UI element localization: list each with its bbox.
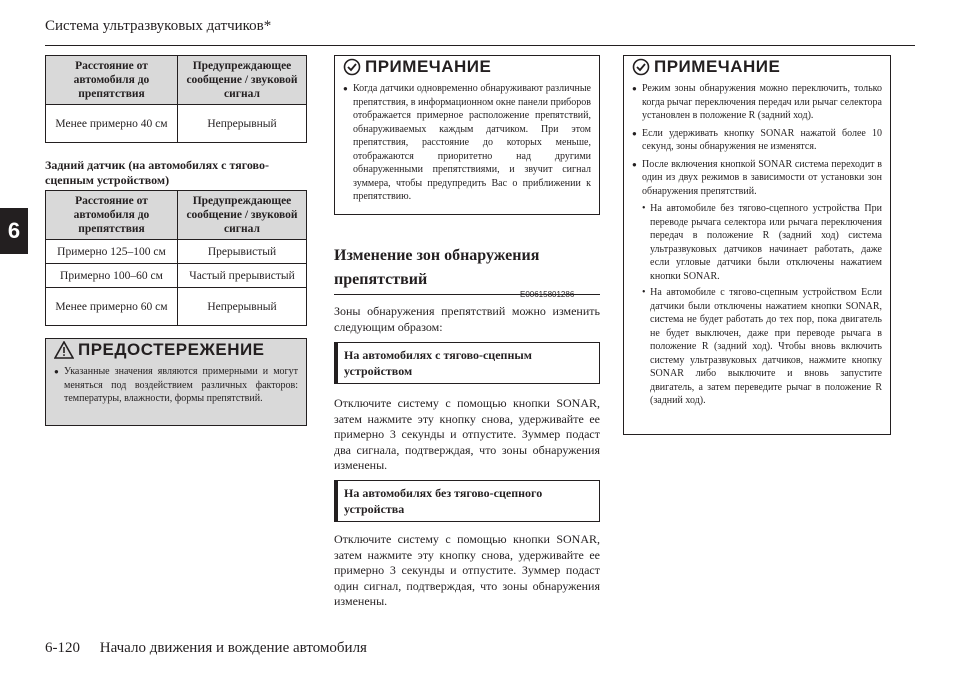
check-circle-icon — [343, 58, 361, 76]
warning-triangle-icon — [54, 341, 74, 359]
subsection-title-with-hitch: На автомобилях с тягово-сцепным устройством — [334, 342, 600, 384]
header-divider — [45, 45, 915, 46]
note-subitem: • На автомобиле с тягово-сцепным устройством Если датчики были отключены нажатием кнопки SONAR, система не будет работать до тех пор, пока двигатель не будет выключен, даже при переводе рычага в положение R (задний ход). Чтобы вновь включить систему ультразвуковых датчиков, нажмите кнопку SONAR либо выключите и вновь запустите двигатель, а затем переведите рычаг в положение R (задний ход). — [642, 287, 882, 406]
chapter-tab: 6 — [0, 208, 28, 254]
note-box-middle — [334, 55, 600, 215]
caution-box — [45, 338, 307, 426]
check-circle-icon — [632, 58, 650, 76]
section-intro: Зоны обнаружения препятствий можно изменить следующим образом: — [334, 304, 600, 334]
footer-chapter-title: Начало движения и вождение автомобиля — [99, 640, 367, 656]
note-subitem: • На автомобиле без тягово-сцепного устройства При переводе рычага селектора или рычага переключения передач в положение R (задний ход) система ультразвуковых датчиков начинает работать, даже если угловые датчики были отключены нажатием кнопки SONAR. — [642, 203, 882, 282]
table-row — [46, 288, 307, 326]
table-header-distance: Расстояние от автомобиля до препятствия — [46, 191, 178, 240]
table-cell: Частый прерывистый — [178, 264, 307, 288]
page-footer — [45, 640, 367, 657]
note-box-right — [623, 55, 891, 435]
table-cell: Непрерывный — [178, 288, 307, 326]
table-cell: Менее примерно 60 см — [46, 288, 178, 326]
distance-table-rear — [45, 190, 307, 326]
table-cell: Непрерывный — [178, 105, 307, 143]
section-heading: Изменение зон обнаружения препятствий — [334, 244, 600, 295]
note-item: ● Когда датчики одновременно обнаруживают различные препятствия, в информационном окне панели приборов отображается примерное расположение препятствий, обнаруживаемых каждым датчиком. При этом препятствия, расстояние до которых меньше, отображаются приоритетно над другими обнаруженными препятствиями, и звучит сигнал зуммера, чтобы предупредить Вас о приближении к препятствию. — [343, 82, 591, 204]
subsection-title-without-hitch: На автомобилях без тягово-сцепного устройства — [334, 480, 600, 522]
section-code: E00615801286 — [520, 290, 575, 299]
rear-sensor-heading: Задний датчик (на автомобилях с тягово-сцепным устройством) — [45, 158, 269, 187]
note-title: ПРИМЕЧАНИЕ — [365, 57, 492, 76]
caution-title: ПРЕДОСТЕРЕЖЕНИЕ — [78, 340, 265, 359]
page-header-title: Система ультразвуковых датчиков* — [45, 18, 272, 34]
subsection-text-without-hitch: Отключите систему с помощью кнопки SONAR, затем нажмите эту кнопку снова, удерживайте ее примерно 3 секунды и отпустите. Зуммер подаст один сигнал, подтверждая, что зоны обнаружения изменены. — [334, 532, 600, 608]
note-item: ● Если удерживать кнопку SONAR нажатой более 10 секунд, зоны обнаружения не изменятся. — [632, 127, 882, 154]
table-cell: Примерно 125–100 см — [46, 240, 178, 264]
note-title: ПРИМЕЧАНИЕ — [654, 57, 781, 76]
page-number: 6-120 — [45, 640, 80, 656]
table-header-distance: Расстояние от автомобиля до препятствия — [46, 56, 178, 105]
table-header-signal: Предупреждающее сообщение / звуковой сигнал — [178, 56, 307, 105]
table-cell: Примерно 100–60 см — [46, 264, 178, 288]
note-item: ● После включения кнопкой SONAR система переходит в один из двух режимов в зависимости от установки зон обнаружения препятствий. — [632, 158, 882, 199]
caution-item: ● Указанные значения являются примерными и могут меняться под воздействием различных факторов: температуры, влажности, формы препятствий. — [54, 365, 298, 406]
table-cell: Прерывистый — [178, 240, 307, 264]
table-cell: Менее примерно 40 см — [46, 105, 178, 143]
note-item: ● Режим зоны обнаружения можно переключить, только когда рычаг переключения передач или рычаг селектора установлен в положение R (задний ход). — [632, 82, 882, 123]
table-row — [46, 240, 307, 264]
table-row — [46, 264, 307, 288]
distance-table-front — [45, 55, 307, 143]
subsection-text-with-hitch: Отключите систему с помощью кнопки SONAR, затем нажмите эту кнопку снова, удерживайте ее примерно 3 секунды и отпустите. Зуммер подаст два сигнала, подтверждая, что зоны обнаружения изменены. — [334, 396, 600, 472]
table-header-signal: Предупреждающее сообщение / звуковой сигнал — [178, 191, 307, 240]
